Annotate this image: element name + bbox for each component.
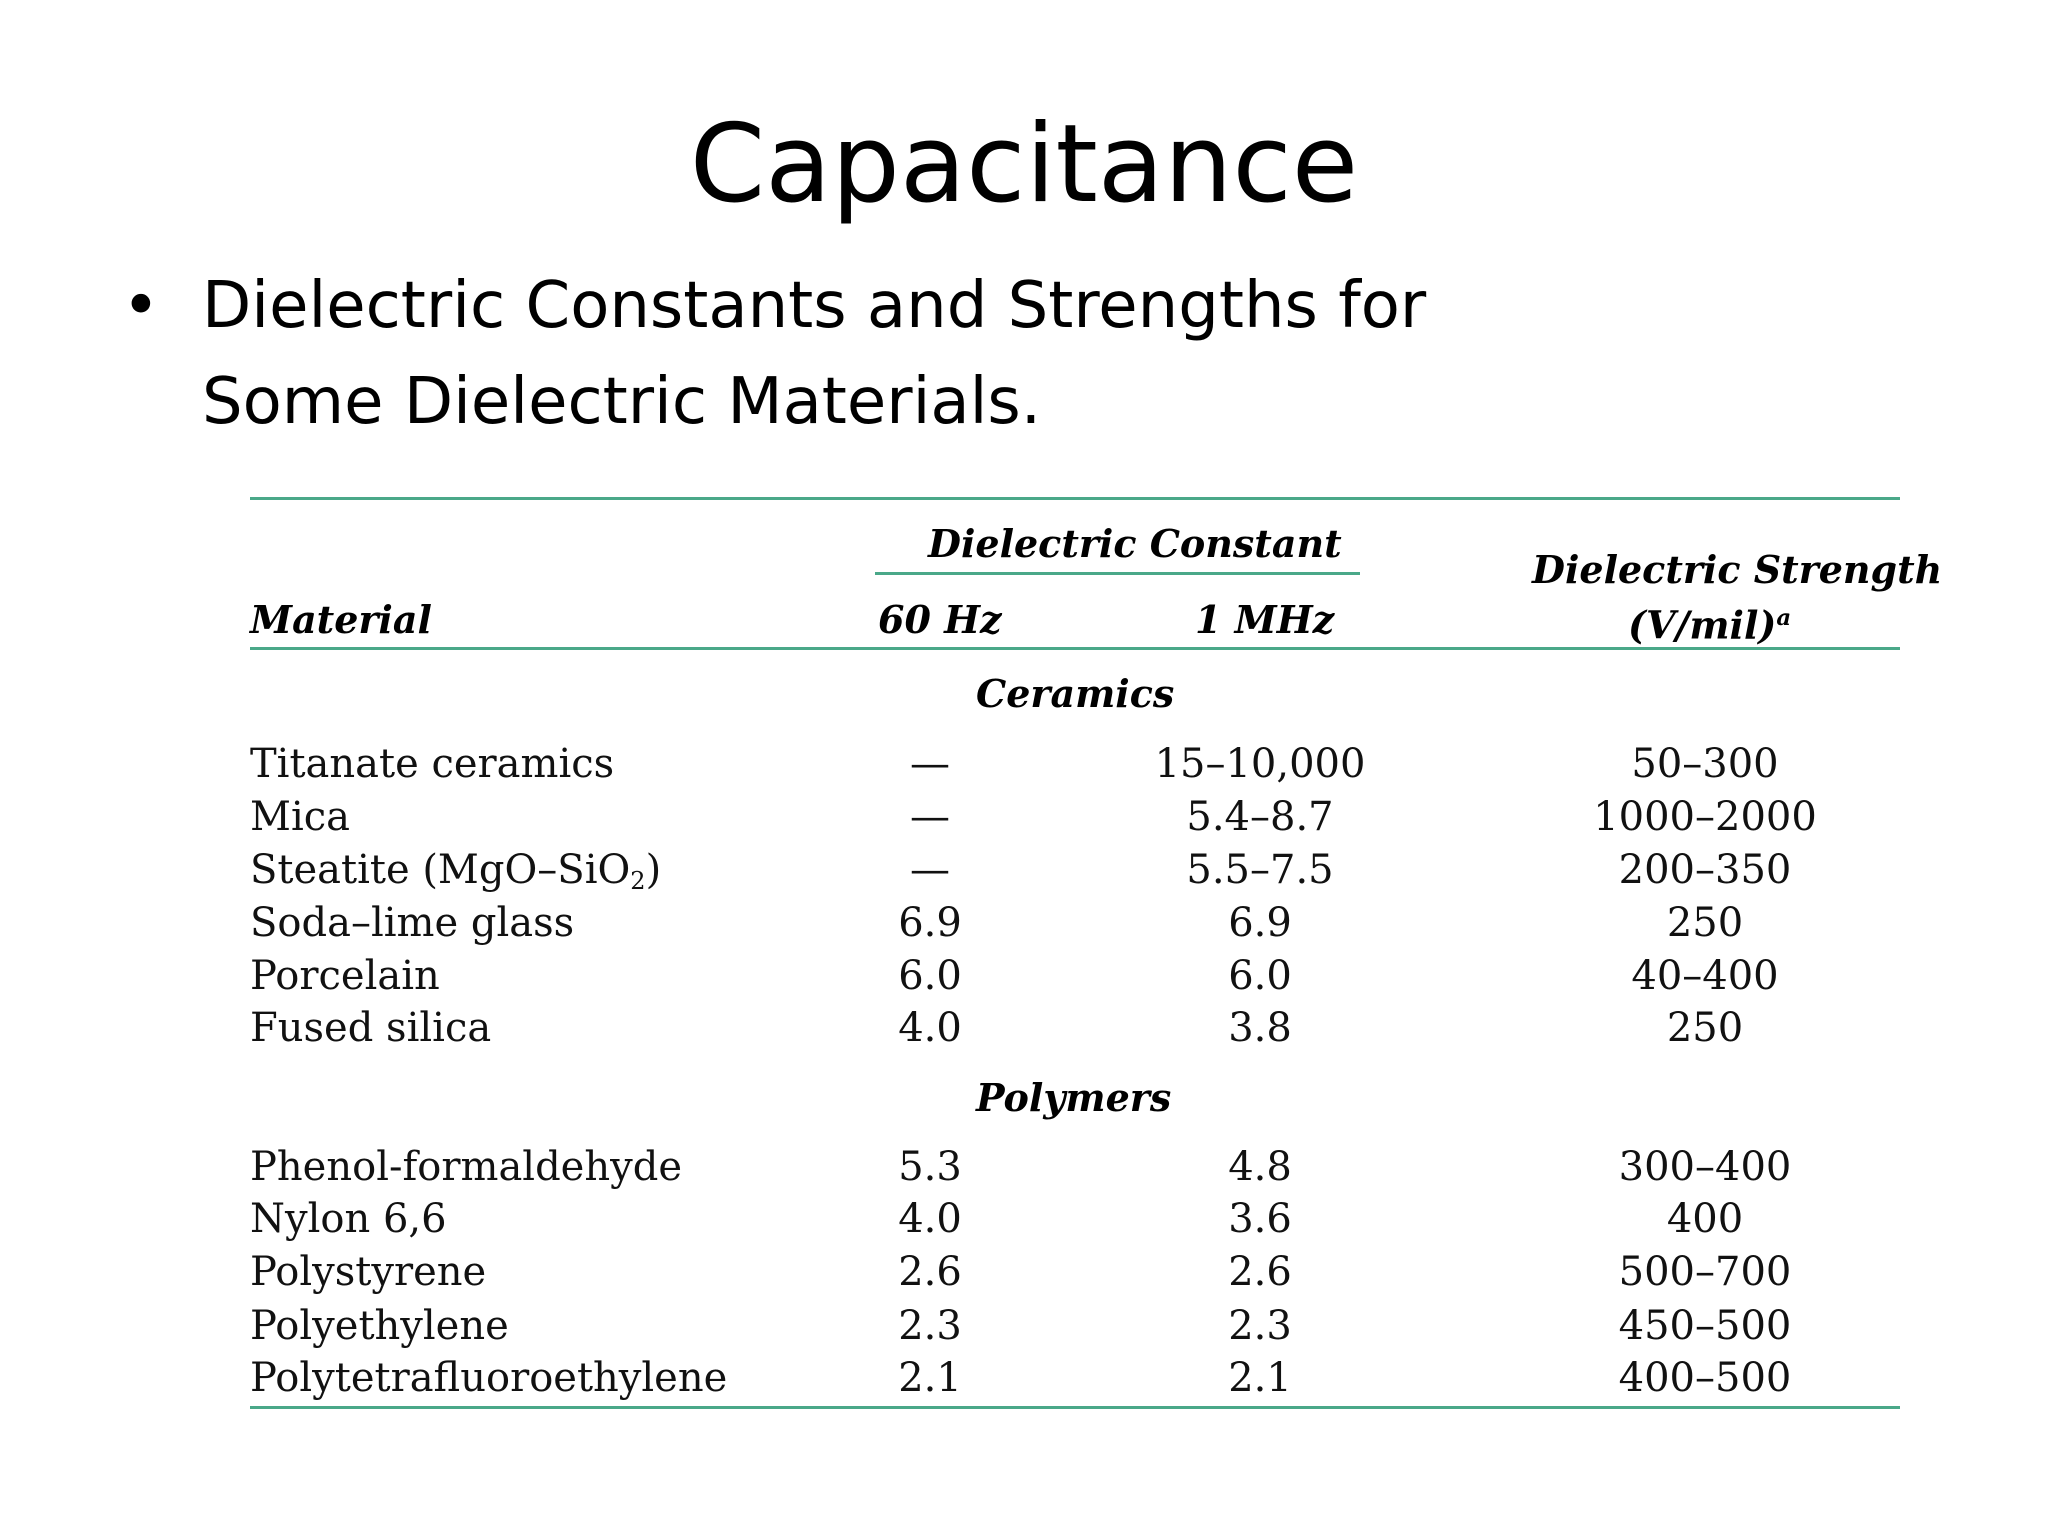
cell-1mhz: 5.4–8.7 bbox=[1186, 794, 1334, 840]
cell-1mhz: 2.6 bbox=[1228, 1249, 1292, 1295]
header-60hz: 60 Hz bbox=[878, 597, 1002, 642]
dielectric-constant-rule bbox=[875, 572, 1360, 575]
section-polymers: Polymers bbox=[976, 1075, 1172, 1120]
cell-strength: 250 bbox=[1666, 1005, 1744, 1051]
table-bottom-rule bbox=[250, 1406, 1900, 1409]
cell-1mhz: 4.8 bbox=[1228, 1144, 1292, 1190]
cell-60hz: — bbox=[910, 794, 950, 840]
section-ceramics: Ceramics bbox=[976, 671, 1175, 716]
cell-60hz: 4.0 bbox=[898, 1005, 962, 1051]
header-dielectric-constant: Dielectric Constant bbox=[928, 521, 1342, 566]
cell-60hz: 4.0 bbox=[898, 1196, 962, 1242]
strength-unit-text: (V/mil) bbox=[1628, 602, 1777, 648]
cell-60hz: — bbox=[910, 741, 950, 787]
cell-1mhz: 3.6 bbox=[1228, 1196, 1292, 1242]
cell-strength: 1000–2000 bbox=[1593, 794, 1817, 840]
table-top-rule bbox=[250, 497, 1900, 500]
cell-material bbox=[250, 846, 661, 905]
cell-1mhz: 2.3 bbox=[1228, 1303, 1292, 1349]
cell-material: Phenol-formaldehyde bbox=[250, 1144, 682, 1190]
cell-strength: 400 bbox=[1666, 1196, 1744, 1242]
header-material: Material bbox=[250, 597, 432, 642]
cell-1mhz: 15–10,000 bbox=[1154, 741, 1366, 787]
cell-60hz: 2.1 bbox=[898, 1355, 962, 1401]
cell-material: Porcelain bbox=[250, 953, 440, 999]
cell-60hz: 2.6 bbox=[898, 1249, 962, 1295]
bullet-dot-icon: • bbox=[122, 269, 160, 343]
cell-material: Polyethylene bbox=[250, 1303, 509, 1349]
cell-60hz: 5.3 bbox=[898, 1144, 962, 1190]
cell-60hz: — bbox=[910, 847, 950, 893]
cell-strength: 300–400 bbox=[1618, 1144, 1792, 1190]
material-main: Steatite (MgO–SiO bbox=[250, 847, 631, 893]
cell-1mhz: 2.1 bbox=[1228, 1355, 1292, 1401]
cell-60hz: 6.9 bbox=[898, 900, 962, 946]
material-subscript: 2 bbox=[630, 867, 646, 895]
cell-material: Soda–lime glass bbox=[250, 900, 575, 946]
cell-1mhz: 6.0 bbox=[1228, 953, 1292, 999]
cell-60hz: 6.0 bbox=[898, 953, 962, 999]
bullet-text: Dielectric Constants and Strengths for Some Dielectric Materials. bbox=[202, 269, 1427, 439]
cell-material: Polystyrene bbox=[250, 1249, 487, 1295]
cell-strength: 250 bbox=[1666, 900, 1744, 946]
material-tail: ) bbox=[645, 847, 662, 893]
header-strength-unit bbox=[1628, 596, 1791, 648]
cell-material: Nylon 6,6 bbox=[250, 1196, 447, 1242]
cell-strength: 450–500 bbox=[1618, 1303, 1792, 1349]
header-1mhz: 1 MHz bbox=[1195, 597, 1335, 642]
cell-material: Titanate ceramics bbox=[250, 741, 615, 787]
cell-strength: 400–500 bbox=[1618, 1355, 1792, 1401]
cell-material: Fused silica bbox=[250, 1005, 492, 1051]
cell-1mhz: 3.8 bbox=[1228, 1005, 1292, 1051]
cell-strength: 40–400 bbox=[1631, 953, 1779, 999]
cell-material: Mica bbox=[250, 794, 350, 840]
header-dielectric-strength: Dielectric Strength bbox=[1532, 547, 1943, 592]
cell-strength: 50–300 bbox=[1631, 741, 1779, 787]
strength-footnote: a bbox=[1776, 605, 1792, 631]
cell-strength: 200–350 bbox=[1618, 847, 1792, 893]
cell-material: Polytetrafluoroethylene bbox=[250, 1355, 728, 1401]
slide-title: Capacitance bbox=[689, 102, 1359, 227]
cell-1mhz: 6.9 bbox=[1228, 900, 1292, 946]
cell-1mhz: 5.5–7.5 bbox=[1186, 847, 1334, 893]
cell-60hz: 2.3 bbox=[898, 1303, 962, 1349]
cell-strength: 500–700 bbox=[1618, 1249, 1792, 1295]
